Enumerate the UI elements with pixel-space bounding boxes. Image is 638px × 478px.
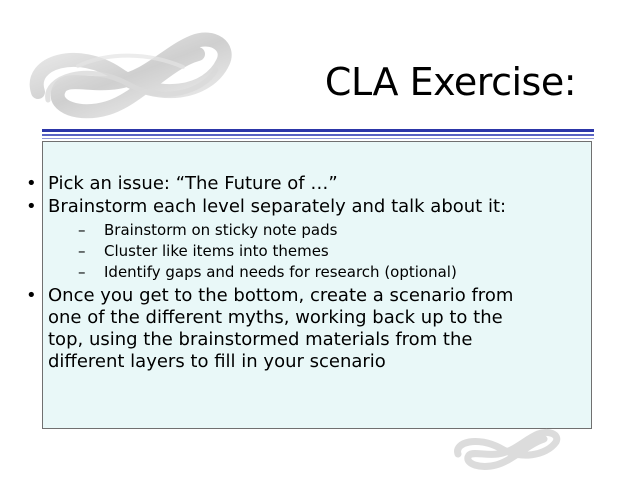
sub-bullet-text: Brainstorm on sticky note pads (104, 221, 338, 239)
bullet-list (22, 173, 592, 374)
bullet-text-line: one of the different myths, working back up to the (48, 307, 503, 328)
sub-bullet-item (48, 262, 592, 283)
infinity-logo-icon (18, 22, 238, 132)
bullet-text-line: top, using the brainstormed materials from the (48, 329, 473, 350)
bullet-text-line: different layers to fill in your scenario (48, 351, 386, 372)
slide-title: CLA Exercise: (324, 60, 576, 104)
title-rule-secondary (42, 134, 594, 136)
sub-bullet-text: Cluster like items into themes (104, 242, 329, 260)
sub-bullet-text: Identify gaps and needs for research (optional) (104, 263, 457, 281)
bullet-text: Pick an issue: “The Future of …” (48, 173, 338, 194)
sub-bullet-list (48, 220, 592, 283)
sub-bullet-item (48, 220, 592, 241)
sub-bullet-marker: – (78, 263, 86, 281)
bullet-item (22, 285, 592, 373)
sub-bullet-marker: – (78, 242, 86, 260)
infinity-logo-small-icon (448, 424, 568, 474)
bullet-text-line: Once you get to the bottom, create a scenario from (48, 285, 514, 306)
sub-bullet-marker: – (78, 221, 86, 239)
title-rule-tertiary (42, 138, 594, 139)
title-rule-primary (42, 129, 594, 132)
bullet-text: Brainstorm each level separately and talk about it: (48, 196, 507, 217)
bullet-item (22, 196, 592, 283)
bullet-item (22, 173, 592, 195)
bullet-marker: • (26, 173, 37, 194)
bullet-marker: • (26, 285, 37, 306)
bullet-marker: • (26, 196, 37, 217)
sub-bullet-item (48, 241, 592, 262)
